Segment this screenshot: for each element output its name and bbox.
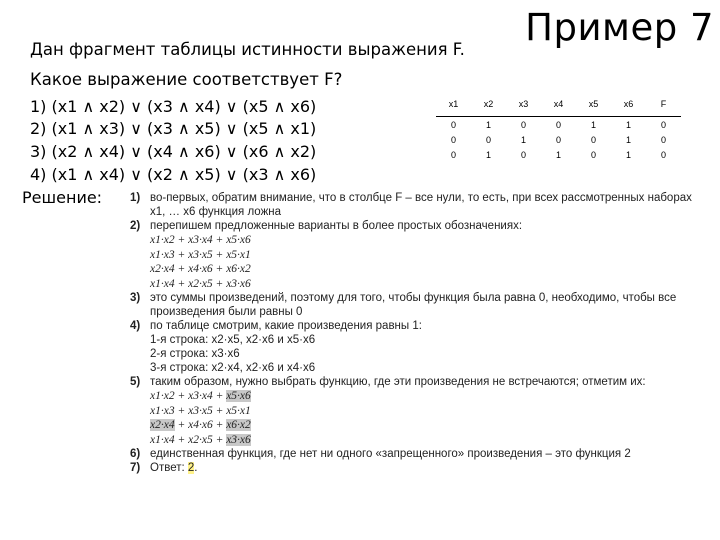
step-text: 3-я строка: x2·x4, x2·x6 и x4·x6 (150, 362, 316, 374)
formula-term: x1·x2 (150, 390, 175, 402)
row-products-2 (130, 347, 700, 361)
table-cell: 0 (450, 119, 456, 130)
table-row (436, 147, 681, 162)
header-x4: x4 (541, 92, 576, 117)
step-number: 6) (130, 448, 141, 460)
step-number: 3) (130, 292, 141, 304)
option-1: 1) (x1 ∧ x2) ∨ (x3 ∧ x4) ∨ (x5 ∧ x6) (30, 97, 317, 116)
formula-term: + x3·x5 + (174, 404, 227, 417)
step-7 (130, 461, 700, 475)
table-cell: 1 (555, 149, 561, 160)
table-cell: 0 (555, 119, 561, 130)
marked-formula (130, 404, 700, 419)
table-cell: 0 (450, 134, 456, 145)
table-header-row (436, 92, 681, 117)
step-text: по таблице смотрим, какие произведения равны 1: (150, 320, 422, 332)
step-2 (130, 219, 700, 233)
formula-term: x5·x1 (226, 404, 251, 417)
step-text: это суммы произведений, поэтому для того, чтобы функция была равна 0, необходимо, чтобы все произведения были равны 0 (150, 292, 677, 318)
table-cell: 1 (625, 119, 631, 130)
formula-term: x5·x6 (226, 390, 251, 402)
solution-label: Решение: (22, 188, 103, 207)
step-4 (130, 319, 700, 333)
step-text: 1-я строка: x2·x5, x2·x6 и x5·x6 (150, 334, 316, 346)
marked-formula (130, 389, 700, 404)
row-products-1 (130, 333, 700, 347)
marked-formula (130, 433, 700, 448)
header-x3: x3 (506, 92, 541, 117)
table-cell: 1 (625, 134, 631, 145)
step-text: 2-я строка: x3·x6 (150, 348, 240, 360)
table-cell: 0 (485, 134, 491, 145)
step-3 (130, 291, 700, 319)
step-text: во-первых, обратим внимание, что в столбце F – все нули, то есть, при всех рассмотренных наборах x1, … x6 функция ложна (150, 192, 692, 218)
header-x5: x5 (576, 92, 611, 117)
table-cell: 0 (590, 134, 596, 145)
answer-suffix: . (194, 462, 198, 474)
step-text: таким образом, нужно выбрать функцию, где эти произведения не встречаются; отметим их: (150, 376, 646, 388)
step-text: перепишем предложенные варианты в более простых обозначениях: (150, 220, 523, 232)
table-cell: 1 (520, 134, 526, 145)
answer-value: 2 (187, 462, 195, 474)
answer-prefix: Ответ: (150, 462, 188, 474)
intro-line-2: Какое выражение соответствует F? (30, 70, 343, 89)
option-2: 2) (x1 ∧ x3) ∨ (x3 ∧ x5) ∨ (x5 ∧ x1) (30, 119, 317, 138)
table-cell: 1 (485, 119, 491, 130)
table-row (436, 117, 681, 133)
formula-term: x3·x6 (226, 433, 251, 446)
table-row (436, 132, 681, 147)
table-cell: 0 (590, 149, 596, 160)
formula-term: x6·x2 (226, 419, 251, 431)
table-cell: 0 (660, 149, 666, 160)
truth-table (436, 92, 681, 162)
table-cell: 0 (520, 149, 526, 160)
step-1 (130, 191, 700, 219)
header-x2: x2 (471, 92, 506, 117)
table-cell: 1 (625, 149, 631, 160)
step-text: единственная функция, где нет ни одного «запрещенного» произведения – это функция 2 (150, 448, 631, 460)
marked-formula (130, 418, 700, 433)
slide-title: Пример 7 (525, 6, 714, 49)
step-5 (130, 375, 700, 389)
table-cell: 0 (450, 149, 456, 160)
formula-term: + x3·x4 + (174, 390, 227, 402)
formula-term: + x4·x6 + (174, 419, 227, 431)
formula-2: x1·x3 + x3·x5 + x5·x1 (150, 248, 251, 261)
formula-4: x1·x4 + x2·x5 + x3·x6 (150, 277, 251, 290)
step-number: 4) (130, 320, 141, 332)
marked-formulas (130, 389, 700, 447)
step-number: 2) (130, 220, 141, 232)
table-cell: 0 (660, 134, 666, 145)
table-cell: 0 (660, 119, 666, 130)
header-f: F (646, 92, 681, 117)
header-x6: x6 (611, 92, 646, 117)
table-cell: 1 (590, 119, 596, 130)
formula-term: x2·x4 (150, 419, 175, 431)
formula-term: x1·x4 (150, 433, 175, 446)
step-number: 7) (130, 462, 141, 474)
answer-text (150, 461, 700, 475)
solution-steps (130, 191, 700, 475)
row-products-3 (130, 361, 700, 375)
header-x1: x1 (436, 92, 471, 117)
table-cell: 0 (555, 134, 561, 145)
formula-3: x2·x4 + x4·x6 + x6·x2 (150, 263, 251, 275)
table-cell: 0 (520, 119, 526, 130)
intro-line-1: Дан фрагмент таблицы истинности выражения F. (30, 40, 465, 59)
option-4: 4) (x1 ∧ x4) ∨ (x2 ∧ x5) ∨ (x3 ∧ x6) (30, 165, 317, 184)
option-3: 3) (x2 ∧ x4) ∨ (x4 ∧ x6) ∨ (x6 ∧ x2) (30, 142, 317, 161)
formula-1: x1·x2 + x3·x4 + x5·x6 (150, 234, 251, 246)
step-number: 5) (130, 376, 141, 388)
table-cell: 1 (485, 149, 491, 160)
formula-term: + x2·x5 + (174, 433, 227, 446)
step-6 (130, 447, 700, 461)
formula-term: x1·x3 (150, 404, 175, 417)
step-number: 1) (130, 192, 141, 204)
